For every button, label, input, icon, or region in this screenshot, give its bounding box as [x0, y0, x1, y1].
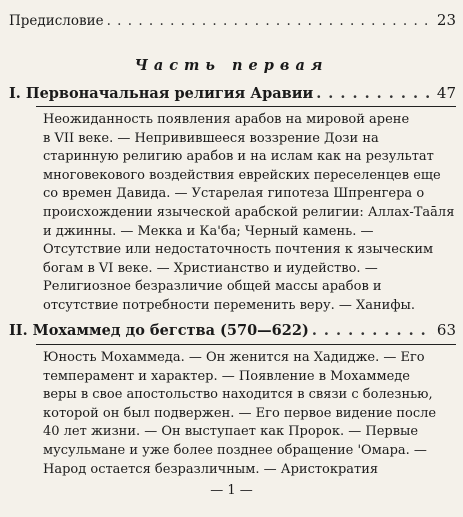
toc-entry-title: I. Первоначальная религия Аравии: [9, 85, 314, 102]
dot-leader: [312, 322, 434, 339]
toc-entry-title: II. Мохаммед до бегства (570—622): [9, 322, 309, 339]
dot-leader: [107, 13, 434, 29]
toc-entry-chapter-1[interactable]: [9, 84, 456, 102]
summary-line: в VII веке. — Непривившееся воззрение Дози на: [43, 130, 379, 146]
summary-line: мусульмане и уже более позднее обращение 'Омара. —: [43, 442, 427, 458]
summary-line: происхождении языческой арабской религии: Аллах-Таāля: [43, 204, 455, 220]
summary-line: отсутствие потребности переменить веру. — Ханифы.: [43, 297, 415, 313]
toc-entry-title: Предисловие: [9, 13, 104, 29]
page-number: — 1 —: [210, 483, 253, 498]
chapter-summary: [43, 111, 453, 316]
toc-entry-preface[interactable]: [9, 11, 456, 29]
chapter-summary: [43, 349, 453, 479]
summary-line: Народ остается безразличным. — Аристократия: [43, 461, 379, 477]
summary-line: которой он был подвержен. — Его первое видение после: [43, 405, 437, 421]
toc-entry-page: 23: [436, 11, 456, 29]
toc-entry-chapter-2[interactable]: [9, 321, 456, 339]
summary-line: Отсутствие или недостаточность почтения к языческим: [43, 242, 434, 258]
summary-line: и джинны. — Мекка и Ка'ба; Черный камень. —: [43, 223, 374, 239]
toc-entry-page: 47: [436, 84, 456, 102]
summary-line: Религиозное безразличие общей массы арабов и: [43, 279, 382, 295]
summary-line: со времен Давида. — Устарелая гипотеза Шпренгера о: [43, 186, 425, 202]
summary-line: темперамент и характер. — Появление в Мохаммеде: [43, 368, 410, 384]
summary-line: Юность Мохаммеда. — Он женится на Хадидже. — Его: [43, 350, 425, 365]
toc-entry-page: 63: [436, 321, 456, 339]
summary-line: многовекового воздействия еврейских переселенцев еще: [43, 167, 441, 183]
summary-line: 40 лет жизни. — Он выступает как Пророк. — Первые: [43, 424, 419, 440]
summary-line: Неожиданность появления арабов на мировой арене: [43, 112, 410, 127]
chapter-rule: [36, 344, 456, 345]
summary-line: веры в свое апостольство находится в связи с болезнью,: [43, 387, 433, 403]
summary-line: богам в VI веке. — Христианство и иудейство. —: [43, 260, 378, 276]
summary-line: старинную религию арабов и на ислам как на результат: [43, 149, 434, 165]
chapter-rule: [36, 106, 456, 107]
dot-leader: [316, 85, 434, 102]
part-heading: Часть первая: [134, 57, 329, 74]
